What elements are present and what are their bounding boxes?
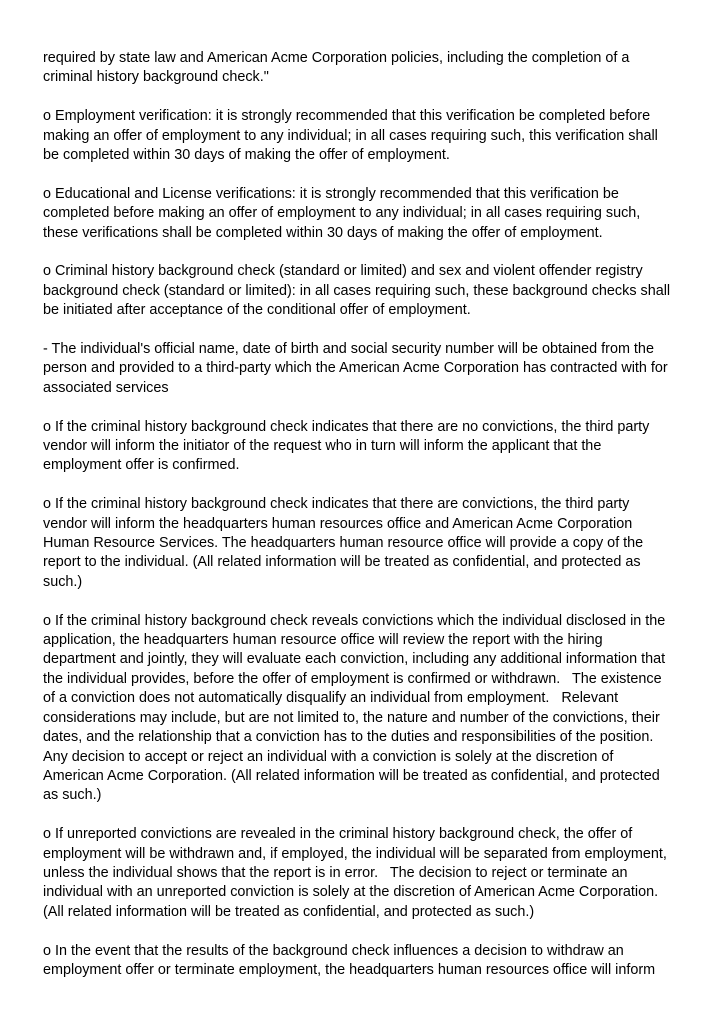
paragraph-disclosed-convictions: o If the criminal history background check reveals convictions which the individual disclosed in the application, the headquarters human resource office will review the report with the hiring department and jointly, they will evaluate each conviction, including any additional information that the individual provides, before the offer of employment is confirmed or withdrawn. The existence of a conviction does not automatically disqualify an individual from employment. Relevant considerations may include, but are not limited to, the nature and number of the convictions, their dates, and the relationship that a conviction has to the duties and responsibilities of the position. Any decision to accept or reject an individual with a conviction is solely at the discretion of American Acme Corporation. (All related information will be treated as confidential, and protected as such.) <box>43 612 666 804</box>
paragraph-official-name: - The individual's official name, date of birth and social security number will be obtained from the person and provided to a third-party which the American Acme Corporation has contracted with for associated services <box>43 341 668 396</box>
paragraph-criminal-history-check: o Criminal history background check (standard or limited) and sex and violent offender registry background check (standard or limited): in all cases requiring such, these background checks shall be initiated after acceptance of the conditional offer of employment. <box>43 263 671 319</box>
paragraph-no-convictions: o If the criminal history background check indicates that there are no convictions, the third party vendor will inform the initiator of the request who in turn will inform the applicant that the employment offer is confirmed. <box>43 418 650 474</box>
paragraph-continuation: required by state law and American Acme Corporation policies, including the completion of a criminal history background check." <box>43 50 630 86</box>
paragraph-education-license-verification: o Educational and License verifications: it is strongly recommended that this verification be completed before making an offer of employment to any individual; in all cases requiring such, these verifications shall be completed within 30 days of making the offer of employment. <box>43 185 641 241</box>
paragraph-unreported-convictions: o If unreported convictions are revealed in the criminal history background check, the offer of employment will be withdrawn and, if employed, the individual will be separated from employment, unless the individual shows that the report is in error. The decision to reject or terminate an individual with an unreported conviction is solely at the discretion of American Acme Corporation. (All related information will be treated as confidential, and protected as such.) <box>43 826 667 920</box>
paragraph-withdraw-decision: o In the event that the results of the background check influences a decision to withdraw an employment offer or terminate employment, the headquarters human resources office will inform <box>43 942 656 978</box>
document-page <box>43 49 693 980</box>
paragraph-employment-verification: o Employment verification: it is strongly recommended that this verification be completed before making an offer of employment to any individual; in all cases requiring such, this verification shall be completed within 30 days of making the offer of employment. <box>43 108 658 164</box>
paragraph-convictions-found: o If the criminal history background check indicates that there are convictions, the third party vendor will inform the headquarters human resources office and American Acme Corporation Human Resource Services. The headquarters human resource office will provide a copy of the report to the individual. (All related information will be treated as confidential, and protected as such.) <box>43 496 644 590</box>
